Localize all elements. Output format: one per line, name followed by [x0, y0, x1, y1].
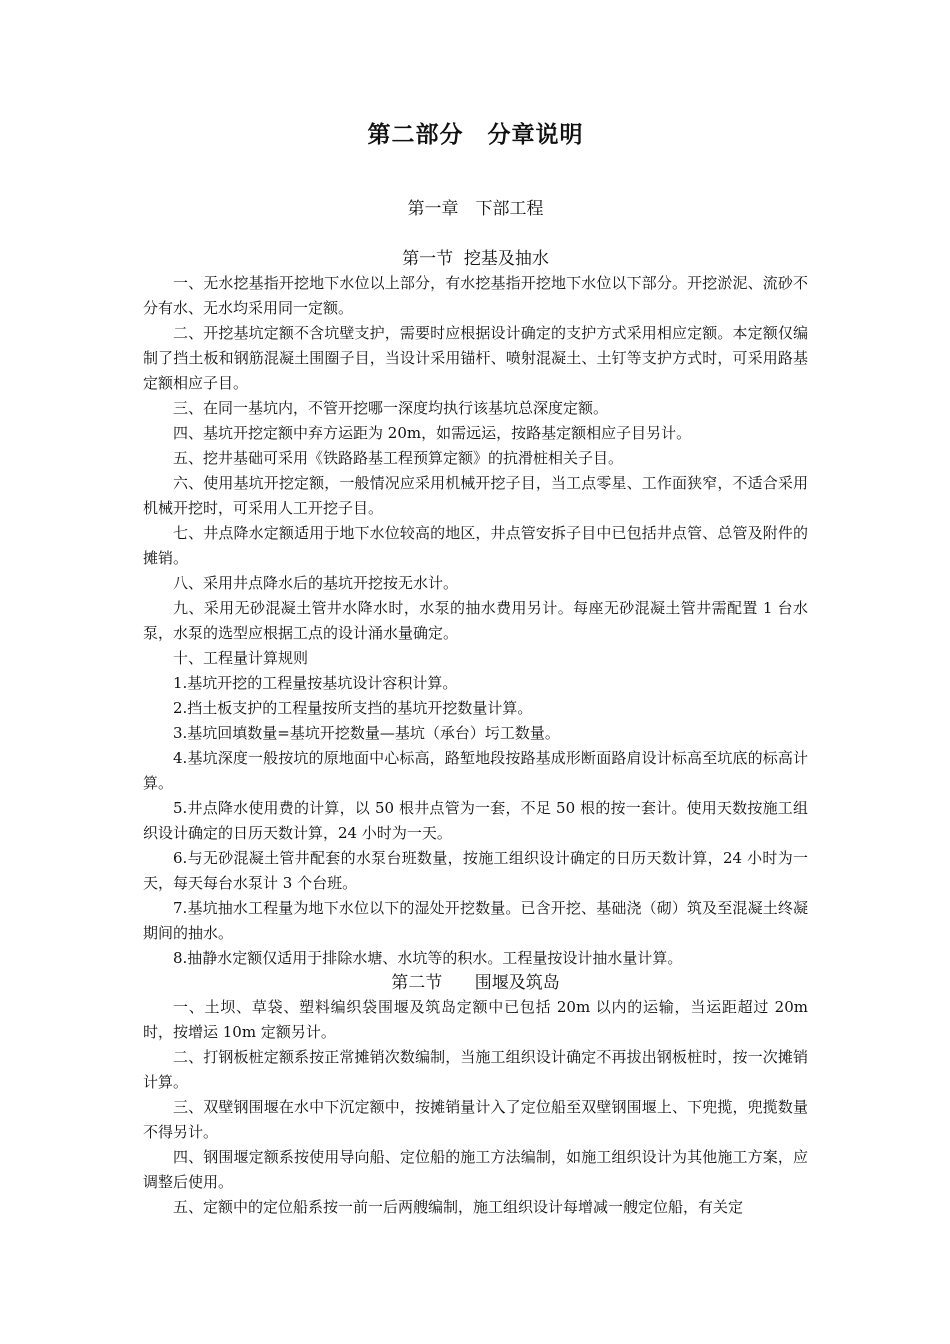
- paragraph: 3.基坑回填数量=基坑开挖数量—基坑（承台）圬工数量。: [173, 724, 560, 742]
- paragraph: 四、钢围堰定额系按使用导向船、定位船的施工方法编制，如施工组织设计为其他施工方案，应调整后使用。: [143, 1148, 808, 1191]
- paragraph: 8.抽静水定额仅适用于排除水塘、水坑等的积水。工程量按设计抽水量计算。: [173, 949, 683, 967]
- section-title: 第二节 围堰及筑岛: [391, 973, 560, 993]
- paragraph: 1.基坑开挖的工程量按基坑设计容积计算。: [173, 674, 458, 692]
- document-body: [143, 247, 808, 1220]
- section-title: 第一节 挖基及抽水: [402, 249, 549, 269]
- paragraph: 7.基坑抽水工程量为地下水位以下的湿处开挖数量。已含开挖、基础浇（砌）筑及至混凝土终凝期间的抽水。: [143, 899, 808, 942]
- paragraph: 七、井点降水定额适用于地下水位较高的地区，井点管安拆子目中已包括井点管、总管及附件的摊销。: [143, 524, 808, 567]
- paragraph: 六、使用基坑开挖定额，一般情况应采用机械开挖子目，当工点零星、工作面狭窄，不适合采用机械开挖时，可采用人工开挖子目。: [143, 474, 808, 517]
- part-title: 第二部分 分章说明: [367, 121, 584, 148]
- paragraph: 十、工程量计算规则: [173, 649, 309, 667]
- paragraph: 四、基坑开挖定额中弃方运距为 20m，如需远运，按路基定额相应子目另计。: [173, 424, 692, 442]
- paragraph: 一、土坝、草袋、塑料编织袋围堰及筑岛定额中已包括 20m 以内的运输，当运距超过 20m 时，按增运 10m 定额另计。: [143, 998, 808, 1041]
- paragraph: 三、在同一基坑内，不管开挖哪一深度均执行该基坑总深度定额。: [173, 399, 609, 417]
- paragraph: 5.井点降水使用费的计算，以 50 根井点管为一套，不足 50 根的按一套计。使用天数按施工组织设计确定的日历天数计算，24 小时为一天。: [143, 799, 808, 842]
- paragraph: 一、无水挖基指开挖地下水位以上部分，有水挖基指开挖地下水位以下部分。开挖淤泥、流砂不分有水、无水均采用同一定额。: [143, 274, 808, 317]
- paragraph: 二、开挖基坑定额不含坑壁支护，需要时应根据设计确定的支护方式采用相应定额。本定额仅编制了挡土板和钢筋混凝土围圈子目，当设计采用锚杆、喷射混凝土、土钉等支护方式时，可采用路基定额相应子目。: [143, 324, 808, 392]
- paragraph: 4.基坑深度一般按坑的原地面中心标高，路堑地段按路基成形断面路肩设计标高至坑底的标高计算。: [143, 749, 808, 792]
- paragraph: 2.挡土板支护的工程量按所支挡的基坑开挖数量计算。: [173, 699, 533, 717]
- paragraph: 九、采用无砂混凝土管井水降水时，水泵的抽水费用另计。每座无砂混凝土管井需配置 1 台水泵，水泵的选型应根据工点的设计涌水量确定。: [143, 599, 808, 642]
- paragraph: 五、定额中的定位船系按一前一后两艘编制，施工组织设计每增减一艘定位船，有关定: [173, 1198, 744, 1216]
- paragraph: 八、采用井点降水后的基坑开挖按无水计。: [173, 574, 459, 592]
- chapter-title: 第一章 下部工程: [407, 199, 544, 219]
- paragraph: 6.与无砂混凝土管井配套的水泵台班数量，按施工组织设计确定的日历天数计算，24 小时为一天，每天每台水泵计 3 个台班。: [143, 849, 808, 892]
- paragraph: 二、打钢板桩定额系按正常摊销次数编制，当施工组织设计确定不再拔出钢板桩时，按一次摊销计算。: [143, 1048, 808, 1091]
- paragraph: 五、挖井基础可采用《铁路路基工程预算定额》的抗滑桩相关子目。: [173, 449, 624, 467]
- paragraph: 三、双壁钢围堰在水中下沉定额中，按摊销量计入了定位船至双壁钢围堰上、下兜揽，兜揽数量不得另计。: [143, 1098, 808, 1141]
